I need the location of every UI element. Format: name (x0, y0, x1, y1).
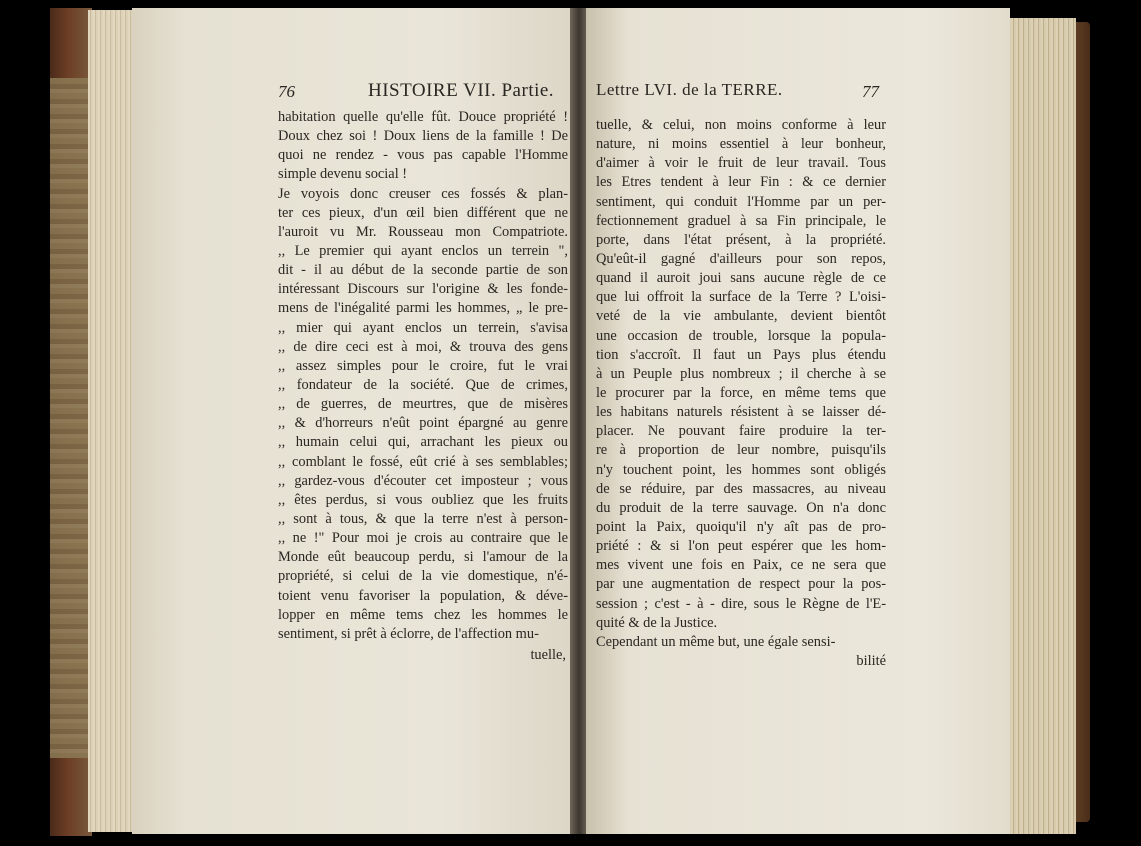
text-line: ,, êtes perdus, si vous oubliez que les fruits (278, 491, 568, 508)
text-line: une occasion de trouble, lorsque la popula- (596, 327, 886, 344)
text-line: Qu'eût-il gagné d'ailleurs pour son repos, (596, 250, 886, 267)
text-line: point la Paix, quoiqu'il n'y aît pas de pro- (596, 518, 886, 535)
text-line: priété : & si l'on peut espérer que les hom- (596, 538, 886, 555)
text-line: tuelle, & celui, non moins conforme à leur (596, 117, 886, 133)
text-line: les Etres tendent à leur Fin : & ce dernier (596, 174, 886, 191)
text-line: de se réduire, par des massacres, au niveau (596, 480, 886, 497)
text-line: ,, sont à tous, & que la terre n'est à person- (278, 510, 568, 527)
text-line: toient venu favoriser la population, & déve- (278, 587, 568, 604)
text-line: placer. Ne pouvant faire produire la ter- (596, 423, 886, 440)
text-line: ,, humain celui qui, arrachant les pieux ou (278, 434, 568, 451)
text-line: dit - il au début de la seconde partie de son (278, 262, 568, 279)
right-page-edges (1006, 18, 1076, 834)
text-line: quand il auroit joui sans aucune règle de ce (596, 270, 886, 287)
text-line: ,, comblant le fossé, eût crié à ses semblables; (278, 453, 568, 470)
text-line: re à proportion de leur nombre, puisqu'ils (596, 442, 886, 459)
text-line: ,, ne !" Pour moi je crois au contraire que le (278, 530, 568, 547)
text-line: ,, gardez-vous d'écouter cet imposteur ; vous (278, 472, 568, 489)
text-line: ,, fondateur de la société. Que de crimes, (278, 376, 568, 393)
text-line: sentiment, qui conduit l'Homme par un per- (596, 193, 886, 210)
marbled-cover (50, 78, 92, 758)
text-line: lopper en même tems chez les hommes le (278, 606, 568, 623)
text-line: que lui offroit la surface de la Terre ? L'oisi- (596, 289, 886, 306)
page-number-right: 77 (862, 82, 879, 101)
text-line: sentiment, si prêt à éclorre, de l'affection mu- (278, 625, 539, 642)
page-number-left: 76 (278, 82, 295, 101)
running-head-right: Lettre LVI. de la TERRE. (596, 80, 783, 99)
text-line: quité & de la Justice. (596, 614, 718, 631)
text-line: le procurer par la force, en même tems que (596, 384, 886, 401)
text-line: Monde eût beaucoup perdu, si l'amour de la (278, 549, 568, 566)
text-line: fectionnement graduel à sa Fin principale, le (596, 212, 886, 229)
text-line: quoi ne rendez - vous pas capable l'Homme (278, 147, 568, 164)
text-line: ,, Le premier qui ayant enclos un terrein ", (278, 242, 568, 259)
text-line: simple devenu social ! (278, 166, 408, 183)
left-cover-board (50, 8, 92, 836)
text-line: du produit de la terre sauvage. On n'a donc (596, 499, 886, 516)
text-line: mens de l'inégalité parmi les hommes, „ le pre- (278, 300, 568, 317)
right-page (586, 8, 1010, 834)
text-line: porte, dans l'état présent, à la propriété. (596, 231, 886, 248)
left-page (132, 8, 574, 834)
text-line: intéressant Discours sur l'origine & les fonde- (278, 281, 568, 298)
text-line: n'y touchent point, les hommes sont obligés (596, 461, 886, 478)
right-text-block (596, 116, 886, 652)
catchword-left: tuelle, (530, 647, 566, 663)
text-line: ter ces pieux, d'un œil bien différent que ne (278, 204, 568, 221)
text-line: l'auroit vu Mr. Rousseau mon Compatriote. (278, 223, 568, 240)
text-line: Cependant un même but, une égale sensi- (596, 633, 836, 650)
text-line: Je voyois donc creuser ces fossés & plan- (278, 185, 568, 202)
text-line: mes vivent une fois en Paix, ce ne sera que (596, 557, 886, 574)
text-line: habitation quelle qu'elle fût. Douce propriété ! (278, 109, 568, 125)
text-line: d'aimer à voir le fruit de leur travail. Tous (596, 155, 886, 172)
text-line: session ; c'est - à - dire, sous le Règne de l'E- (596, 595, 886, 612)
text-line: Doux chez soi ! Doux liens de la famille ! De (278, 128, 568, 145)
text-line: par une augmentation de respect pour la pos- (596, 576, 886, 593)
text-line: ,, de dire ceci est à moi, & trouva des gens (278, 338, 568, 355)
text-line: tion s'accroît. Il faut un Pays plus étendu (596, 346, 886, 363)
text-line: nature, ni moins essentiel à leur bonheur, (596, 136, 886, 153)
text-line: veté de la vie ambulante, devient bientôt (596, 308, 886, 325)
text-line: ,, mier qui ayant enclos un terrein, s'avisa (278, 319, 568, 336)
text-line: ,, assez simples pour le croire, fut le vrai (278, 357, 568, 374)
text-line: propriété, si celui de la vie domestique, n'é- (278, 568, 568, 585)
text-line: ,, & d'horreurs n'eût point épargné au genre (278, 415, 568, 432)
text-line: à un Peuple plus nombreux ; il cherche à se (596, 365, 886, 382)
left-text-block (278, 108, 568, 644)
catchword-right: bilité (856, 653, 886, 669)
open-book (50, 8, 1090, 838)
text-line: les habitans naturels résistent à se laisser dé- (596, 404, 886, 421)
running-head-left: HISTOIRE VII. Partie. (368, 80, 555, 101)
text-line: ,, de guerres, de meurtres, que de misères (278, 396, 568, 413)
